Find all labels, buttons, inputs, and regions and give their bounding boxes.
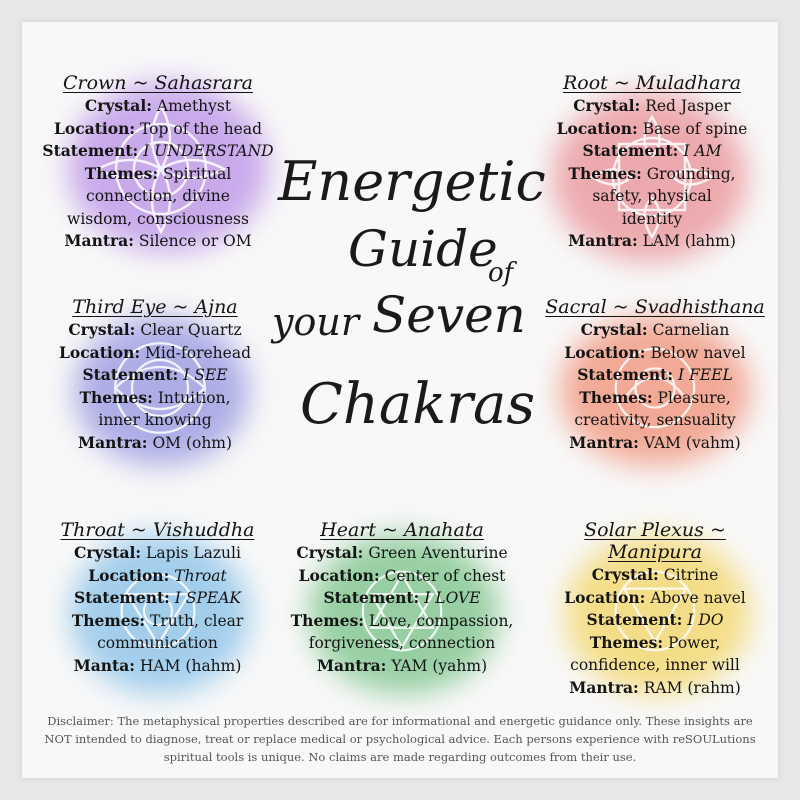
root-themes-1: Grounding, xyxy=(646,164,736,183)
solar-plexus-title: Solar Plexus ~ Manipura xyxy=(584,519,726,563)
solar-plexus-crystal: Citrine xyxy=(663,566,719,584)
title-word-seven: Seven xyxy=(372,286,526,344)
heart-themes-2: forgiveness, connection xyxy=(308,634,496,652)
sacral-statement-label: Statement: xyxy=(577,365,674,384)
root-crystal-label: Crystal: xyxy=(573,96,641,115)
solar-plexus-themes-2: confidence, inner will xyxy=(570,656,740,674)
throat-themes-2: communication xyxy=(97,634,218,652)
crown-themes-1: Spiritual xyxy=(163,164,232,183)
root-themes-3: identity xyxy=(621,209,683,228)
sacral-themes-2: creativity, sensuality xyxy=(574,411,736,429)
crown-title: Crown ~ Sahasrara xyxy=(62,72,254,94)
heart-location: Center of chest xyxy=(384,566,506,585)
throat-themes-1: Truth, clear xyxy=(150,611,244,630)
disclaimer-line-3: spiritual tools is unique. No claims are made regarding outcomes from their use. xyxy=(163,750,637,764)
third-eye-crystal: Clear Quartz xyxy=(140,321,242,339)
sacral-statement: I FEEL xyxy=(678,366,733,384)
third-eye-statement: I SEE xyxy=(183,366,228,384)
throat-crystal-label: Crystal: xyxy=(74,543,142,562)
third-eye-crystal-label: Crystal: xyxy=(68,320,136,339)
third-eye-themes-1: Intuition, xyxy=(157,388,231,407)
root-themes-label: Themes: xyxy=(568,163,642,183)
heart-crystal-label: Crystal: xyxy=(296,543,364,562)
throat-chakra-block xyxy=(50,519,265,699)
solar-plexus-statement: I DO xyxy=(687,611,724,629)
title-word-energetic: Energetic xyxy=(278,150,546,213)
sacral-mantra: VAM (vahm) xyxy=(643,433,741,452)
crown-chakra-block xyxy=(38,72,278,272)
solar-plexus-location-label: Location: xyxy=(564,587,646,607)
root-crystal: Red Jasper xyxy=(645,97,731,115)
heart-chakra-block xyxy=(274,519,530,699)
heart-mantra-label: Mantra: xyxy=(316,655,387,675)
sacral-themes-label: Themes: xyxy=(579,387,653,407)
solar-plexus-statement-label: Statement: xyxy=(586,610,683,629)
third-eye-location: Mid-forehead xyxy=(145,343,251,362)
crown-themes-3: wisdom, consciousness xyxy=(67,209,249,228)
heart-location-label: Location: xyxy=(298,565,380,585)
third-eye-location-label: Location: xyxy=(58,342,141,362)
solar-plexus-crystal-label: Crystal: xyxy=(591,565,659,584)
third-eye-mantra-label: Mantra: xyxy=(77,432,148,452)
throat-location: Throat xyxy=(174,566,227,585)
crown-mantra: Silence or OM xyxy=(138,232,252,250)
title-word-guide: Guide xyxy=(348,220,498,278)
crown-crystal-label: Crystal: xyxy=(84,96,152,115)
sacral-chakra-block xyxy=(540,296,770,476)
heart-mantra: YAM (yahm) xyxy=(391,656,488,675)
root-themes-2: safety, physical xyxy=(592,187,712,205)
root-title: Root ~ Muladhara xyxy=(562,72,742,94)
heart-statement-label: Statement: xyxy=(323,588,420,607)
sacral-crystal: Carnelian xyxy=(652,321,730,339)
crown-statement: I UNDERSTAND xyxy=(143,142,274,160)
crown-themes-2: connection, divine xyxy=(86,187,230,205)
title-word-of: of xyxy=(488,258,514,288)
sacral-title: Sacral ~ Svadhisthana xyxy=(545,296,765,318)
sacral-location: Below navel xyxy=(650,343,746,362)
title-word-your: your xyxy=(272,300,359,344)
solar-plexus-location: Above navel xyxy=(650,588,746,607)
heart-themes-1: Love, compassion, xyxy=(368,611,514,630)
main-title xyxy=(270,150,546,480)
third-eye-themes-2: inner knowing xyxy=(98,411,212,429)
throat-themes-label: Themes: xyxy=(71,610,146,630)
sacral-mantra-label: Mantra: xyxy=(569,432,639,452)
disclaimer xyxy=(40,712,760,766)
third-eye-chakra-block xyxy=(44,296,266,476)
crown-statement-label: Statement: xyxy=(42,141,139,160)
root-chakra-block xyxy=(537,72,767,272)
crown-location-label: Location: xyxy=(54,118,136,138)
crown-mantra-label: Mantra: xyxy=(64,231,134,250)
throat-mantra: HAM (hahm) xyxy=(139,656,242,675)
root-statement: I AM xyxy=(683,142,722,160)
root-mantra-label: Mantra: xyxy=(568,231,638,250)
crown-themes-label: Themes: xyxy=(84,163,159,183)
throat-mantra-label: Manta: xyxy=(73,655,135,675)
crown-location: Top of the head xyxy=(140,119,262,138)
disclaimer-line-1: Disclaimer: The metaphysical properties described are for informational and energetic guidance only. These insights are xyxy=(47,714,753,728)
root-statement-label: Statement: xyxy=(582,141,679,160)
solar-plexus-mantra: RAM (rahm) xyxy=(643,678,741,697)
throat-statement-label: Statement: xyxy=(74,588,170,607)
solar-plexus-themes-1: Power, xyxy=(668,633,721,652)
title-word-chakras: Chakras xyxy=(300,372,536,437)
solar-plexus-chakra-block xyxy=(540,519,770,699)
throat-statement: I SPEAK xyxy=(174,589,241,607)
heart-statement: I LOVE xyxy=(424,589,481,607)
crown-crystal: Amethyst xyxy=(156,97,232,115)
disclaimer-line-2: NOT intended to diagnose, treat or replace medical or psychological advice. Each persons experience with reSOULutions xyxy=(44,732,756,746)
sacral-themes-1: Pleasure, xyxy=(657,388,731,407)
third-eye-title: Third Eye ~ Ajna xyxy=(72,296,238,318)
solar-plexus-mantra-label: Mantra: xyxy=(569,677,639,697)
heart-crystal: Green Aventurine xyxy=(368,544,508,562)
throat-location-label: Location: xyxy=(88,565,170,585)
root-location: Base of spine xyxy=(642,119,748,138)
solar-plexus-themes-label: Themes: xyxy=(589,632,664,652)
throat-crystal: Lapis Lazuli xyxy=(146,544,241,562)
throat-title: Throat ~ Vishuddha xyxy=(60,519,255,541)
third-eye-themes-label: Themes: xyxy=(79,387,153,407)
sacral-location-label: Location: xyxy=(564,342,646,362)
sacral-crystal-label: Crystal: xyxy=(580,320,648,339)
heart-themes-label: Themes: xyxy=(290,610,365,630)
root-location-label: Location: xyxy=(556,118,638,138)
third-eye-mantra: OM (ohm) xyxy=(152,433,233,452)
third-eye-statement-label: Statement: xyxy=(82,365,179,384)
root-mantra: LAM (lahm) xyxy=(642,232,736,250)
heart-title: Heart ~ Anahata xyxy=(320,519,484,541)
